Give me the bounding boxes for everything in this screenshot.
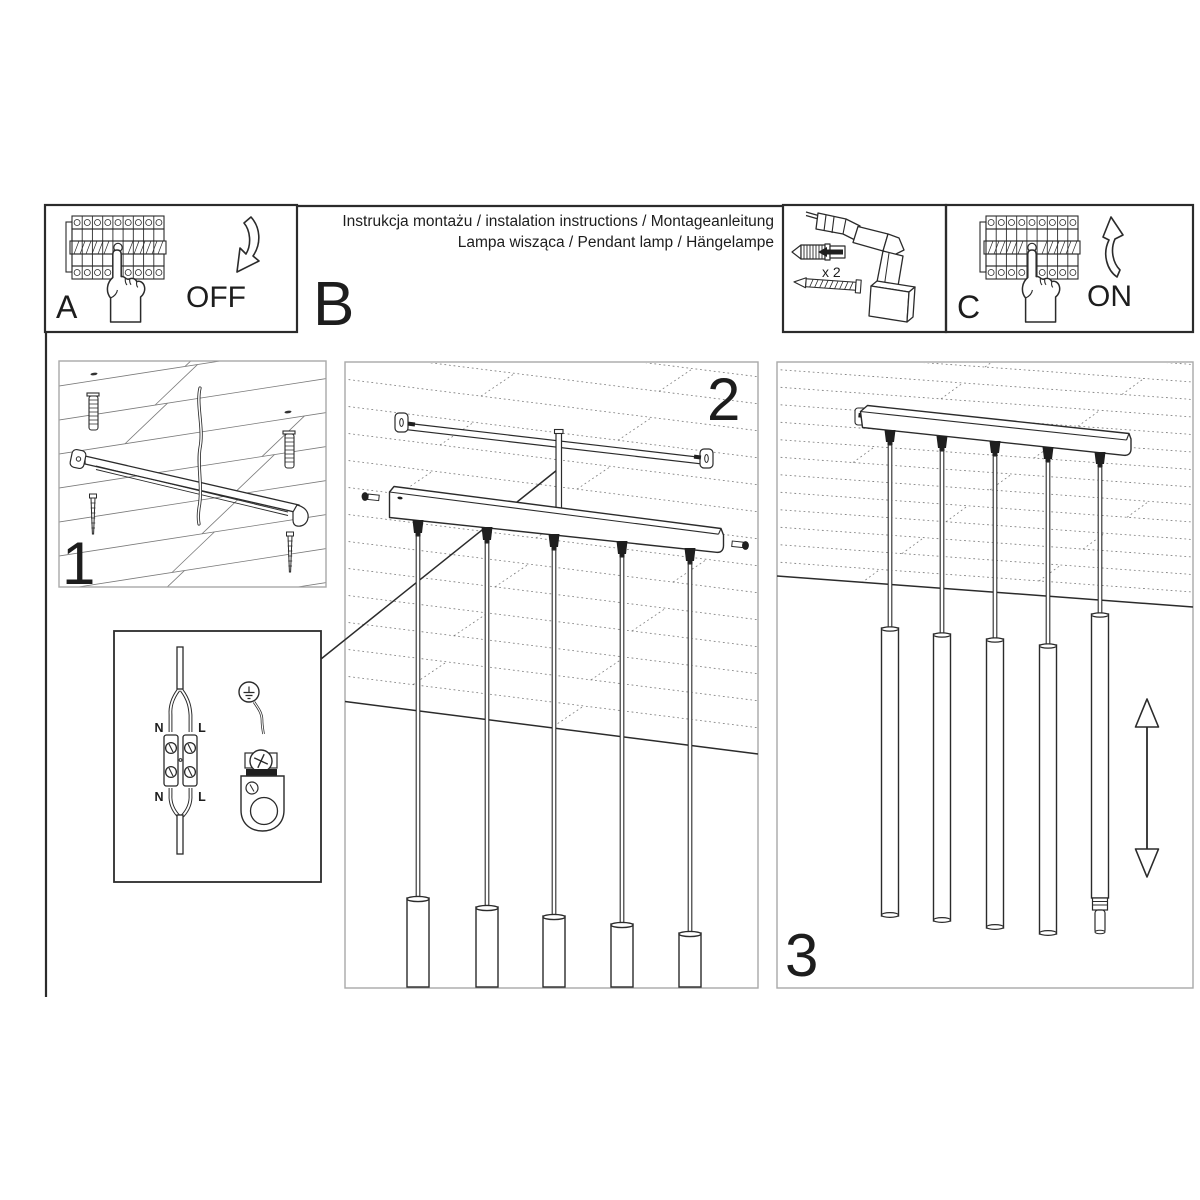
mounting-screw-icon xyxy=(90,494,97,534)
pendant-cords xyxy=(885,430,1106,646)
neutral-label-top: N xyxy=(154,721,164,735)
wiring-box-frame xyxy=(114,631,321,882)
tools-box-frame xyxy=(783,205,946,332)
title-line-2: Lampa wisząca / Pendant lamp / Hängelampe xyxy=(457,234,774,251)
ceiling-planks-texture xyxy=(776,324,1194,697)
drill-hole xyxy=(284,410,291,414)
wall-anchor-icon xyxy=(283,431,295,468)
pointing-hand-icon xyxy=(1022,250,1059,322)
title-line-1: Instrukcja montażu / instalation instructions / Montageanleitung xyxy=(342,213,774,230)
step3-border xyxy=(777,362,1193,988)
wall-anchor-icon xyxy=(87,393,99,430)
mounting-screw-icon xyxy=(287,532,294,572)
sheet-header xyxy=(313,213,774,339)
step-c-power-on xyxy=(957,216,1132,325)
hanger-rod xyxy=(555,430,564,518)
tube-with-bulb xyxy=(1092,613,1109,934)
pendant-tubes xyxy=(882,613,1109,935)
side-screw-icon xyxy=(732,541,749,550)
off-label: OFF xyxy=(186,281,246,314)
curved-arrow-up-icon xyxy=(1103,217,1123,277)
section-b-label: B xyxy=(313,270,355,339)
height-adjust-arrow-icon xyxy=(1136,699,1159,877)
step2-number: 2 xyxy=(707,366,741,433)
wall-plug-icon xyxy=(792,244,845,260)
neutral-label-bottom: N xyxy=(154,790,164,804)
ceiling-edge xyxy=(345,702,758,755)
pointing-hand-icon xyxy=(107,250,144,322)
ceiling-edge xyxy=(777,576,1193,607)
side-screw-icon xyxy=(362,492,380,501)
wiring-detail-box xyxy=(114,631,321,882)
step2-panel xyxy=(321,324,759,988)
tools-box xyxy=(792,212,915,322)
curved-arrow-down-icon xyxy=(237,217,259,272)
step1-number: 1 xyxy=(62,530,96,597)
box-a-frame xyxy=(45,205,297,332)
on-label: ON xyxy=(1087,280,1132,313)
section-a-label: A xyxy=(56,289,78,325)
supply-wire xyxy=(198,388,201,524)
quantity-label: x 2 xyxy=(822,264,841,280)
step-a-power-off xyxy=(56,216,259,325)
ceiling-bracket xyxy=(395,413,713,468)
step1-panel xyxy=(59,249,326,692)
live-label-bottom: L xyxy=(198,790,206,804)
drill-hole xyxy=(90,372,97,376)
section-c-label: C xyxy=(957,289,981,325)
box-c-frame xyxy=(946,205,1193,332)
live-label-top: L xyxy=(198,721,206,735)
step3-panel xyxy=(776,324,1194,989)
step3-number: 3 xyxy=(785,922,819,989)
